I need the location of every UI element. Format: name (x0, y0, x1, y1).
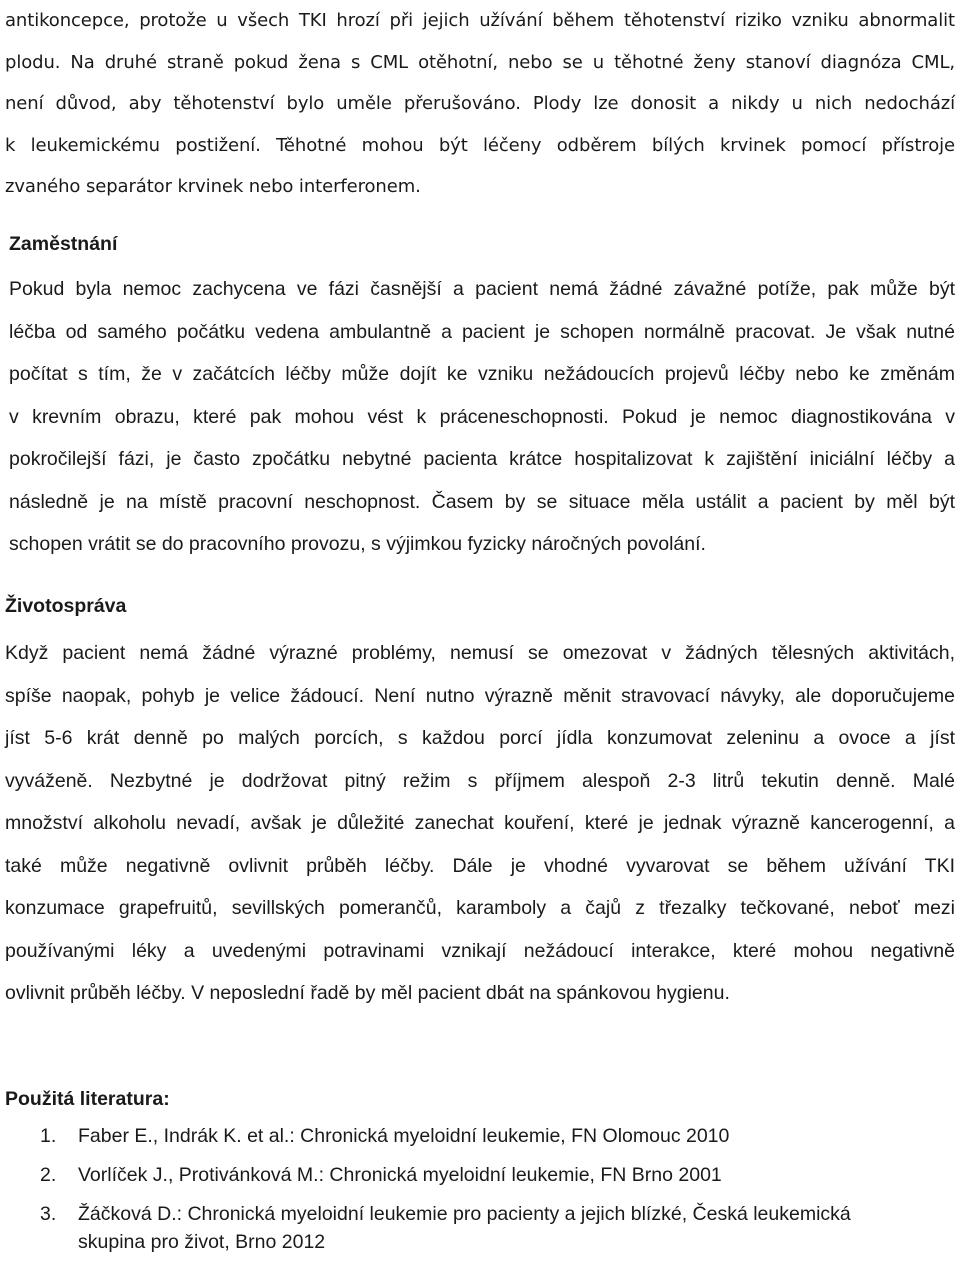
list-number: 1. (40, 1125, 57, 1147)
list-number: 2. (40, 1164, 57, 1186)
text-line: konzumace grapefruitů, sevillských pomerančů, karamboly a čajů z třezalky tečkované, neboť mezi (5, 897, 955, 919)
list-item (40, 1200, 940, 1256)
text-line: schopen vrátit se do pracovního provozu, s výjimkou fyzicky náročných povolání. (9, 533, 706, 555)
text-line: množství alkoholu nevadí, avšak je důležité zanechat kouření, které je jednak výrazně kancerogenní, a (5, 812, 955, 834)
employment-heading: Zaměstnání (9, 233, 118, 255)
literature-list (40, 1122, 940, 1267)
literature-heading: Použitá literatura: (5, 1088, 170, 1110)
text-line: Pokud byla nemoc zachycena ve fázi časnější a pacient nemá žádné závažné potíže, pak může být (9, 278, 955, 300)
text-line: antikoncepce, protože u všech TKI hrozí při jejich užívání během těhotenství riziko vzniku abnormalit (5, 10, 955, 31)
text-line: jíst 5-6 krát denně po malých porcích, s každou porcí jídla konzumovat zeleninu a ovoce a jíst (5, 727, 955, 749)
text-line: k leukemickému postižení. Těhotné mohou být léčeny odběrem bílých krvinek pomocí přístroje (5, 134, 955, 156)
text-line: skupina pro život, Brno 2012 (78, 1231, 326, 1253)
list-item (40, 1161, 940, 1189)
intro-paragraph (5, 0, 955, 208)
reference-text (78, 1161, 940, 1189)
text-line: Faber E., Indrák K. et al.: Chronická myeloidní leukemie, FN Olomouc 2010 (78, 1125, 730, 1147)
text-line: Žáčková D.: Chronická myeloidní leukemie pro pacienty a jejich blízké, Česká leukemická (78, 1203, 851, 1225)
text-line: není důvod, aby těhotenství bylo uměle přerušováno. Plody lze donosit a nikdy u nich nedochází (5, 93, 955, 114)
reference-text (78, 1122, 940, 1150)
lifestyle-heading: Životospráva (5, 595, 127, 617)
text-line: zvaného separátor krvinek nebo interferonem. (5, 176, 421, 197)
list-item (40, 1122, 940, 1150)
lifestyle-paragraph (5, 632, 955, 1015)
text-line: Vorlíček J., Protivánková M.: Chronická myeloidní leukemie, FN Brno 2001 (78, 1164, 722, 1186)
text-line: následně je na místě pracovní neschopnost. Časem by se situace měla ustálit a pacient by měl být (9, 490, 955, 513)
text-line: vyváženě. Nezbytné je dodržovat pitný režim s příjmem alespoň 2-3 litrů tekutin denně. Malé (5, 769, 955, 792)
reference-text (78, 1200, 940, 1256)
employment-paragraph (9, 268, 955, 566)
text-line: léčba od samého počátku vedena ambulantně a pacient je schopen normálně pracovat. Je však nutné (9, 320, 955, 343)
text-line: také může negativně ovlivnit průběh léčby. Dále je vhodné vyvarovat se během užívání TKI (5, 854, 955, 877)
text-line: spíše naopak, pohyb je velice žádoucí. Není nutno výrazně měnit stravovací návyky, ale doporučujeme (5, 684, 955, 707)
text-line: počítat s tím, že v začátcích léčby může dojít ke vzniku nežádoucích projevů léčby nebo ke změnám (9, 363, 955, 385)
text-line: Když pacient nemá žádné výrazné problémy, nemusí se omezovat v žádných tělesných aktivitách, (5, 642, 955, 664)
text-line: v krevním obrazu, které pak mohou vést k práceneschopnosti. Pokud je nemoc diagnostikována v (9, 405, 955, 428)
text-line: ovlivnit průběh léčby. V neposlední řadě by měl pacient dbát na spánkovou hygienu. (5, 982, 730, 1004)
list-number: 3. (40, 1203, 57, 1225)
text-line: používanými léky a uvedenými potravinami vznikají nežádoucí interakce, které mohou negativně (5, 939, 955, 962)
text-line: pokročilejší fázi, je často zpočátku nebytné pacienta krátce hospitalizovat k zajištění iniciální léčby a (9, 448, 955, 470)
text-line: plodu. Na druhé straně pokud žena s CML otěhotní, nebo se u těhotné ženy stanoví diagnóza CML, (5, 51, 955, 73)
